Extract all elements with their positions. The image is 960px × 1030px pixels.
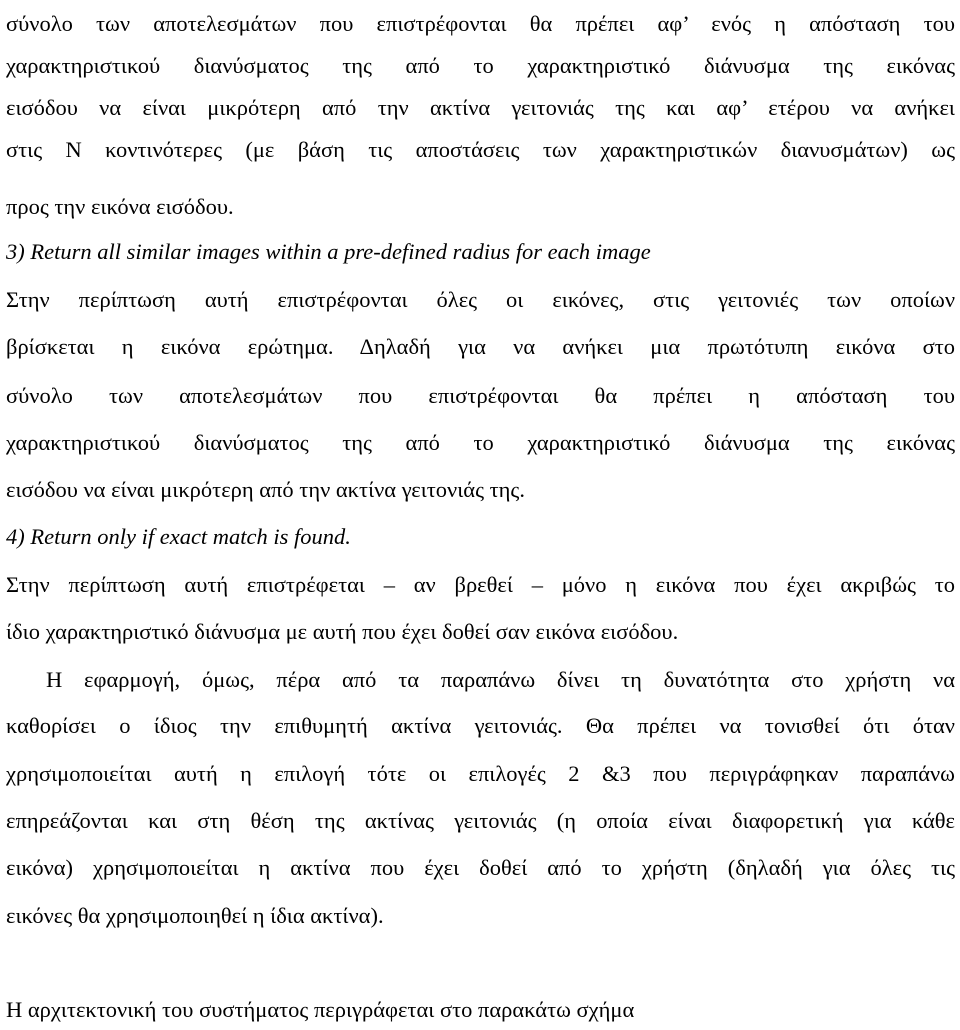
text-line: σύνολο των αποτελεσμάτων που επιστρέφονται θα πρέπει η απόσταση του	[6, 383, 955, 408]
section-heading: 4) Return only if exact match is found.	[6, 524, 351, 549]
text-line: επηρεάζονται και στη θέση της ακτίνας γειτονιάς (η οποία είναι διαφορετική για κάθε	[6, 808, 955, 833]
text-line: εισόδου να είναι μικρότερη από την ακτίνα γειτονιάς της.	[6, 477, 525, 502]
text-line: εικόνα) χρησιμοποιείται η ακτίνα που έχει δοθεί από το χρήστη (δηλαδή για όλες τις	[6, 855, 955, 880]
text-line: ίδιο χαρακτηριστικό διάνυσμα με αυτή που έχει δοθεί σαν εικόνα εισόδου.	[6, 619, 679, 644]
text-line: Στην περίπτωση αυτή επιστρέφεται – αν βρεθεί – μόνο η εικόνα που έχει ακριβώς το	[6, 572, 955, 597]
text-line: χρησιμοποιείται αυτή η επιλογή τότε οι επιλογές 2 &3 που περιγράφηκαν παραπάνω	[6, 761, 955, 786]
figure-intro: Η αρχιτεκτονική του συστήματος περιγράφεται στο παρακάτω σχήμα	[6, 997, 635, 1022]
text-line: καθορίσει ο ίδιος την επιθυμητή ακτίνα γειτονιάς. Θα πρέπει να τονισθεί ότι όταν	[6, 713, 955, 738]
text-line: εισόδου να είναι μικρότερη από την ακτίνα γειτονιάς της και αφ’ ετέρου να ανήκει	[6, 95, 955, 120]
text-line: σύνολο των αποτελεσμάτων που επιστρέφονται θα πρέπει αφ’ ενός η απόσταση του	[6, 11, 955, 36]
text-line: χαρακτηριστικού διανύσματος της από το χαρακτηριστικό διάνυσμα της εικόνας	[6, 53, 955, 78]
text-line: Η εφαρμογή, όμως, πέρα από τα παραπάνω δίνει τη δυνατότητα στο χρήστη να	[46, 667, 955, 692]
text-line: Στην περίπτωση αυτή επιστρέφονται όλες οι εικόνες, στις γειτονιές των οποίων	[6, 287, 955, 312]
section-heading: 3) Return all similar images within a pre-defined radius for each image	[6, 239, 651, 264]
text-line: εικόνες θα χρησιμοποιηθεί η ίδια ακτίνα).	[6, 903, 384, 928]
text-line: στις Ν κοντινότερες (με βάση τις αποστάσεις των χαρακτηριστικών διανυσμάτων) ως	[6, 137, 955, 162]
text-line: προς την εικόνα εισόδου.	[6, 194, 234, 219]
text-line: χαρακτηριστικού διανύσματος της από το χαρακτηριστικό διάνυσμα της εικόνας	[6, 430, 955, 455]
text-line: βρίσκεται η εικόνα ερώτημα. Δηλαδή για να ανήκει μια πρωτότυπη εικόνα στο	[6, 334, 955, 359]
